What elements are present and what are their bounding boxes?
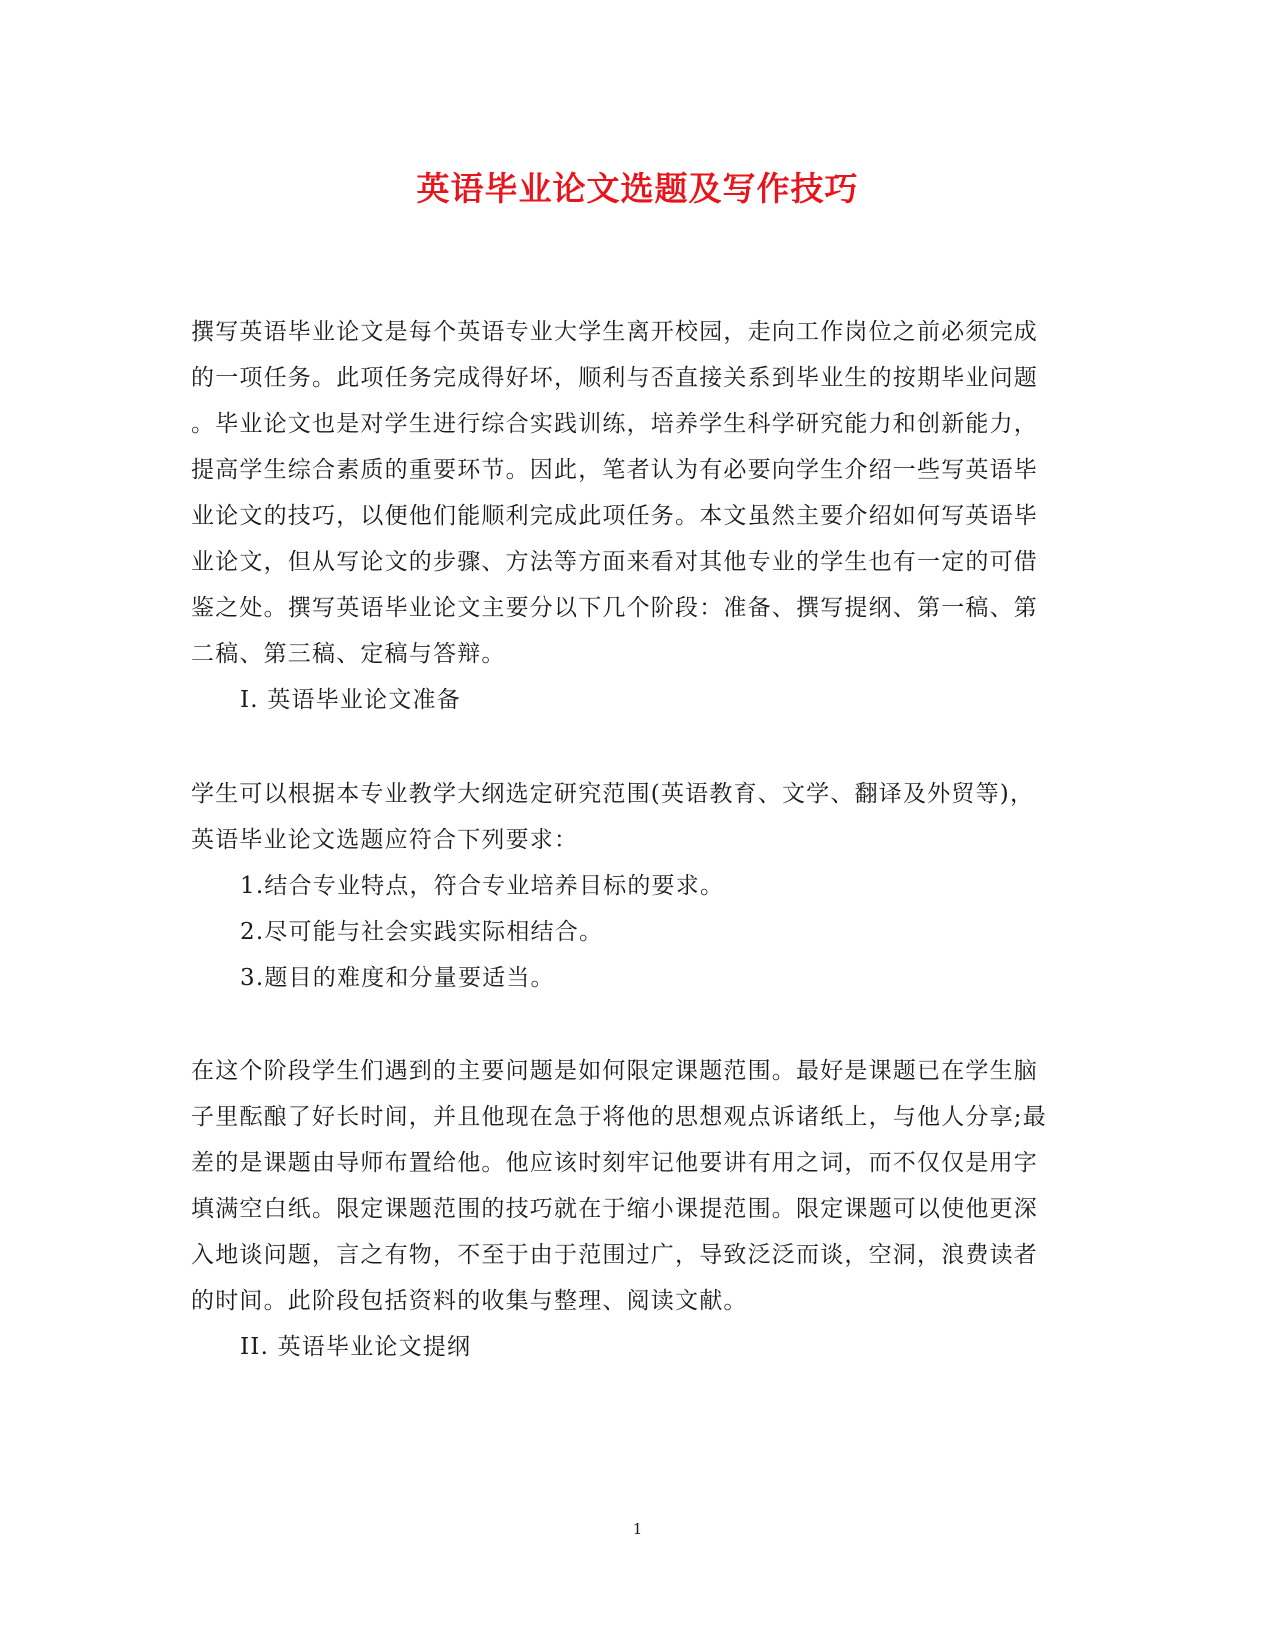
paragraph-line: 填满空白纸。限定课题范围的技巧就在于缩小课提范围。限定课题可以使他更深 — [191, 1196, 1038, 1222]
paragraph-line: 子里酝酿了好长时间，并且他现在急于将他的思想观点诉诸纸上，与他人分享;最 — [191, 1104, 1047, 1130]
paragraph-line: 提高学生综合素质的重要环节。因此，笔者认为有必要向学生介绍一些写英语毕 — [191, 457, 1038, 483]
list-item: 2.尽可能与社会实践实际相结合。 — [240, 919, 604, 945]
paragraph-line: 撰写英语毕业论文是每个英语专业大学生离开校园，走向工作岗位之前必须完成 — [191, 319, 1038, 345]
paragraph-line: 学生可以根据本专业教学大纲选定研究范围(英语教育、文学、翻译及外贸等)， — [191, 781, 1035, 807]
paragraph-line: 英语毕业论文选题应符合下列要求： — [191, 827, 579, 853]
paragraph-line: 鉴之处。撰写英语毕业论文主要分以下几个阶段：准备、撰写提纲、第一稿、第 — [191, 595, 1038, 621]
paragraph-line: 的时间。此阶段包括资料的收集与整理、阅读文献。 — [191, 1288, 748, 1314]
section-heading: I. 英语毕业论文准备 — [240, 687, 461, 713]
list-item: 1.结合专业特点，符合专业培养目标的要求。 — [240, 873, 725, 899]
paragraph-line: 在这个阶段学生们遇到的主要问题是如何限定课题范围。最好是课题已在学生脑 — [191, 1058, 1038, 1084]
paragraph-line: 入地谈问题，言之有物，不至于由于范围过广，导致泛泛而谈，空洞，浪费读者 — [191, 1242, 1038, 1268]
paragraph-line: 的一项任务。此项任务完成得好坏，顺利与否直接关系到毕业生的按期毕业问题 — [191, 365, 1038, 391]
document-title: 英语毕业论文选题及写作技巧 — [416, 169, 859, 208]
section-heading: II. 英语毕业论文提纲 — [240, 1334, 472, 1360]
paragraph-line: 差的是课题由导师布置给他。他应该时刻牢记他要讲有用之词，而不仅仅是用字 — [191, 1150, 1038, 1176]
paragraph-line: 业论文的技巧，以便他们能顺利完成此项任务。本文虽然主要介绍如何写英语毕 — [191, 503, 1038, 529]
paragraph-line: 二稿、第三稿、定稿与答辩。 — [191, 641, 506, 667]
list-item: 3.题目的难度和分量要适当。 — [240, 965, 555, 991]
page-number: 1 — [632, 1520, 643, 1538]
paragraph-line: 。毕业论文也是对学生进行综合实践训练，培养学生科学研究能力和创新能力， — [191, 411, 1038, 437]
paragraph-line: 业论文，但从写论文的步骤、方法等方面来看对其他专业的学生也有一定的可借 — [191, 549, 1038, 575]
